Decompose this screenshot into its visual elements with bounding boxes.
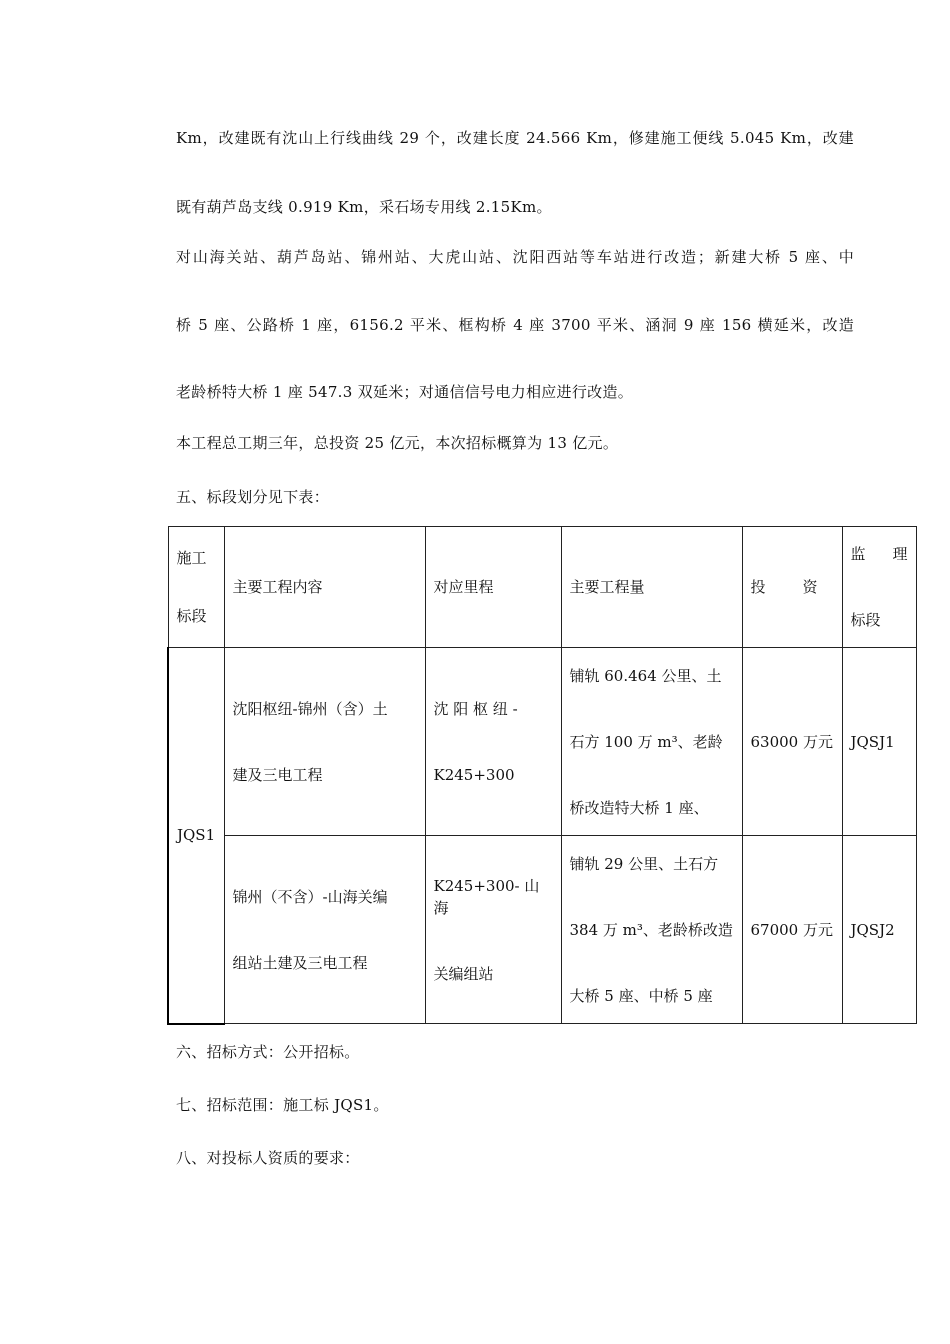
quantity-cell: [561, 836, 742, 1024]
mileage-text: K245+300: [433, 765, 515, 784]
header-text: 主要工程量: [569, 578, 645, 596]
quantity-cell: [561, 648, 742, 836]
section-heading: 五、标段划分见下表：: [176, 488, 330, 506]
investment-cell: [742, 648, 842, 836]
paragraph-line: Km，改建既有沈山上行线曲线 29 个，改建长度 24.566 Km，修建施工便线 5.045 Km，改建: [176, 129, 854, 147]
header-cell: [742, 527, 842, 648]
quantity-text: 桥改造特大桥 1 座、: [569, 798, 709, 817]
content-text: 锦州（不含）-山海关编: [232, 887, 388, 906]
mileage-text: 关编组站: [433, 964, 494, 983]
paragraph-line: 对山海关站、葫芦岛站、锦州站、大虎山站、沈阳西站等车站进行改造；新建大桥 5 座、中: [176, 248, 854, 266]
quantity-text: 石方 100 万 m³、老龄: [569, 732, 723, 751]
header-cell: [842, 527, 916, 648]
header-cell: [425, 527, 561, 648]
table-row: [168, 836, 916, 1024]
quantity-text: 铺轨 60.464 公里、土: [569, 666, 722, 685]
section-heading: 七、招标范围：施工标 JQS1。: [176, 1096, 389, 1114]
bid-section-table: [167, 526, 917, 1025]
supervision-text: JQSJ1: [850, 732, 895, 751]
header-text: 标段: [850, 611, 881, 629]
content-text: 组站土建及三电工程: [232, 953, 368, 972]
header-cell: [224, 527, 425, 648]
header-text: 监: [850, 545, 866, 563]
mileage-cell: [425, 648, 561, 836]
quantity-text: 大桥 5 座、中桥 5 座: [569, 986, 713, 1005]
paragraph-line: 桥 5 座、公路桥 1 座，6156.2 平米、框构桥 4 座 3700 平米、涵洞 9 座 156 横延米，改造: [176, 316, 854, 334]
header-text: 投: [750, 578, 766, 596]
header-text: 理: [892, 545, 908, 563]
header-text: 资: [802, 578, 818, 596]
content-cell: [224, 836, 425, 1024]
section-heading: 八、对投标人资质的要求：: [176, 1149, 360, 1167]
table-header-row: [168, 527, 916, 648]
header-text: 施工: [176, 549, 207, 567]
supervision-cell: [842, 648, 916, 836]
mileage-text: 沈 阳 枢 纽 -: [433, 699, 518, 718]
segment-cell: [168, 648, 224, 1024]
content-text: 沈阳枢纽-锦州（含）土: [232, 699, 388, 718]
mileage-cell: [425, 836, 561, 1024]
header-text: 标段: [176, 607, 207, 625]
supervision-cell: [842, 836, 916, 1024]
header-text: 主要工程内容: [232, 578, 323, 596]
investment-text: 63000 万元: [750, 732, 833, 751]
paragraph-line: 老龄桥特大桥 1 座 547.3 双延米；对通信信号电力相应进行改造。: [176, 383, 634, 401]
paragraph-line: 既有葫芦岛支线 0.919 Km，采石场专用线 2.15Km。: [176, 198, 552, 216]
quantity-text: 铺轨 29 公里、土石方: [569, 854, 719, 873]
investment-cell: [742, 836, 842, 1024]
content-text: 建及三电工程: [232, 765, 323, 784]
content-cell: [224, 648, 425, 836]
table-row: [168, 648, 916, 836]
segment-label: JQS1: [177, 826, 216, 845]
supervision-text: JQSJ2: [850, 920, 895, 939]
header-text: 对应里程: [433, 578, 494, 596]
paragraph-line: 本工程总工期三年，总投资 25 亿元，本次招标概算为 13 亿元。: [176, 434, 619, 452]
quantity-text: 384 万 m³、老龄桥改造: [569, 920, 733, 939]
header-cell: [561, 527, 742, 648]
header-cell: [168, 527, 224, 648]
investment-text: 67000 万元: [750, 920, 833, 939]
mileage-text: K245+300- 山 海: [433, 876, 540, 917]
section-heading: 六、招标方式：公开招标。: [176, 1043, 360, 1061]
